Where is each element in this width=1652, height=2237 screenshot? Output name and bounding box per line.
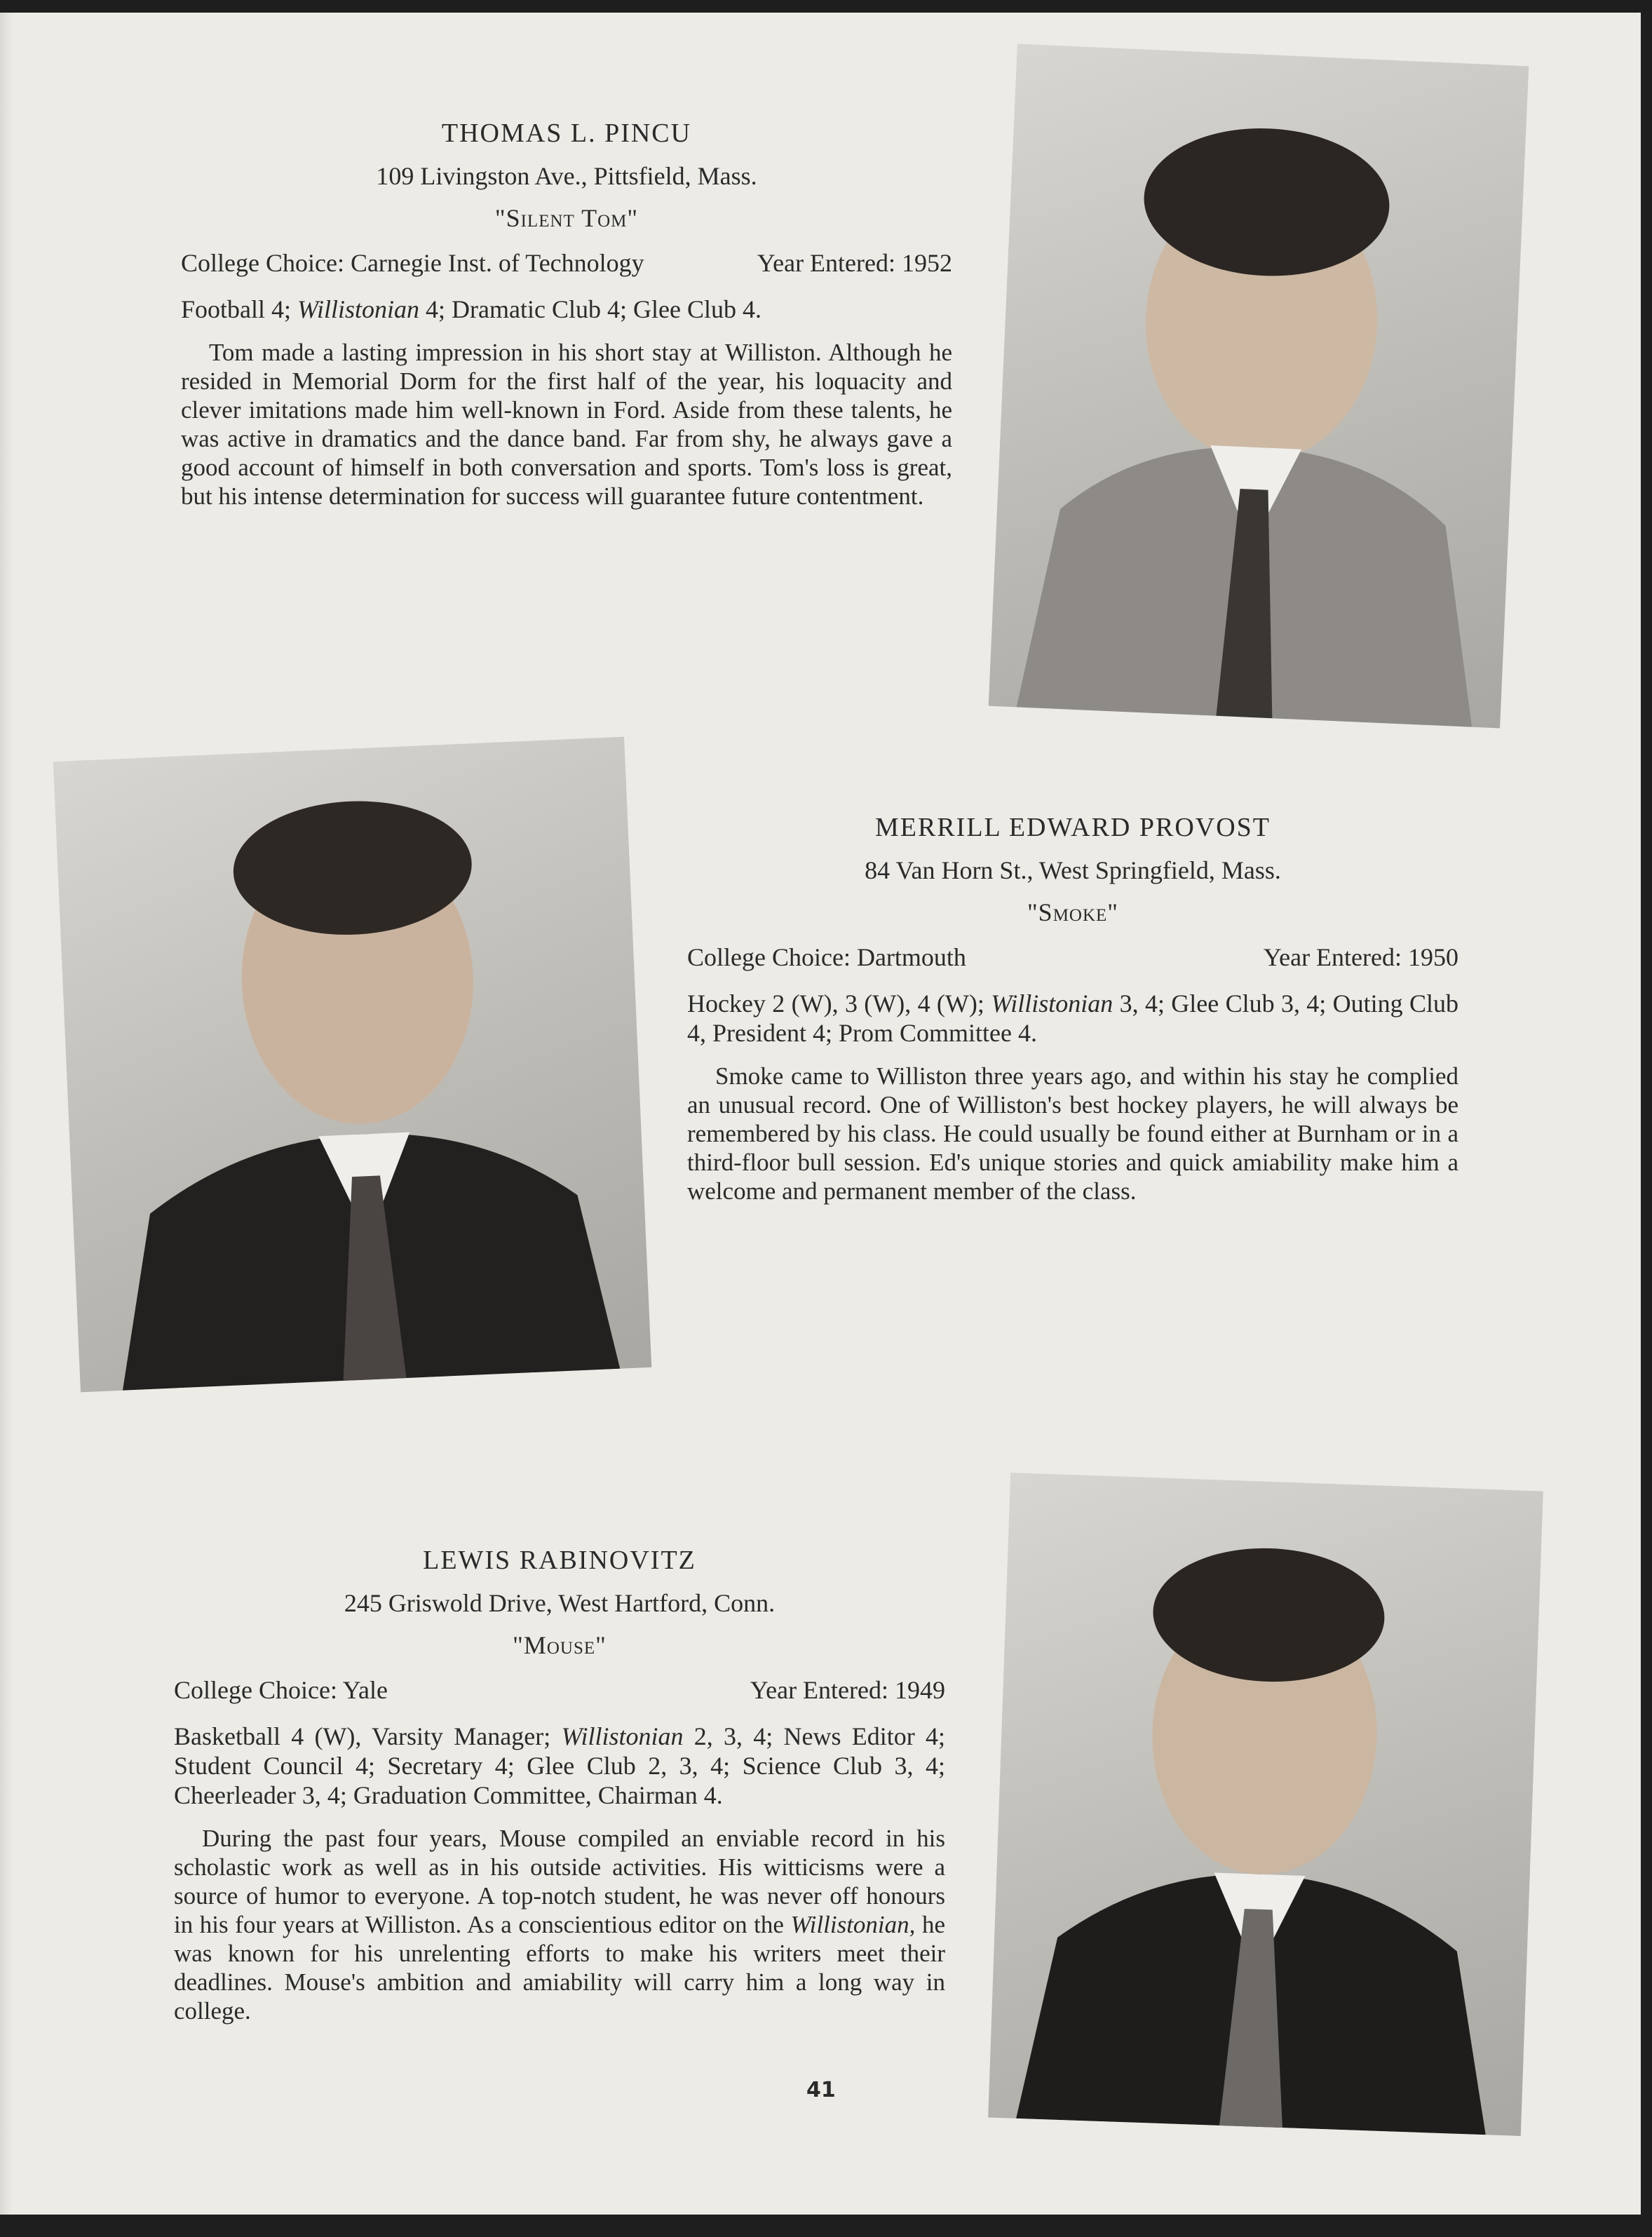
senior-name: MERRILL EDWARD PROVOST [874, 813, 1271, 842]
senior-address: 245 Griswold Drive, West Hartford, Conn. [344, 1589, 776, 1617]
bio-publication: Willistonian, [790, 1911, 916, 1938]
senior-bio: Tom made a lasting impression in his short stay at Williston. Although he resided in Memorial Dorm for the first half of the year, his loquacity and clever imitations made him well-known in Ford. Aside from these talents, he was active in dramatics and the dance band. Far from shy, he always gave a good account of himself in both conversation and sports. Tom's loss is great, but his intense determination for success will guarantee future contentment. [181, 339, 952, 510]
activities-publication: Willistonian [561, 1722, 684, 1750]
activities-text: 2, 3, 4; News Editor 4; Student Council 4; Secretary 4; Glee Club 2, 3, 4; Science Club 3, 4; Cheerleader 3, 4; Graduation Committee, Chairman 4. [174, 1722, 945, 1809]
senior-name: THOMAS L. PINCU [441, 119, 692, 148]
activities [181, 295, 952, 324]
senior-nickname: "Silent Tom" [494, 204, 639, 232]
senior-portrait-photo [989, 44, 1529, 729]
senior-address: 84 Van Horn St., West Springfield, Mass. [865, 856, 1281, 884]
senior-nickname: "Mouse" [513, 1631, 607, 1659]
activities [174, 1722, 945, 1810]
year-entered: Year Entered: 1952 [757, 249, 952, 277]
activities-text: 3, 4; Glee Club 3, 4; Outing Club 4, President 4; Prom Committee 4. [687, 989, 1458, 1047]
senior-name: LEWIS RABINOVITZ [423, 1546, 696, 1575]
college-choice: College Choice: Carnegie Inst. of Technology [181, 249, 644, 277]
activities-publication: Willistonian [991, 989, 1113, 1018]
college-choice: College Choice: Yale [174, 1676, 388, 1704]
activities-text: 4; Dramatic Club 4; Glee Club 4. [419, 295, 761, 323]
activities-text: Football 4; [181, 295, 298, 323]
senior-entry-rabinovitz [174, 1545, 945, 2025]
senior-bio [174, 1824, 945, 2025]
senior-portrait-photo [53, 737, 651, 1393]
activities-text: Basketball 4 (W), Varsity Manager; [174, 1722, 562, 1750]
senior-nickname: "Smoke" [1027, 898, 1119, 926]
senior-entry-pincu [181, 118, 952, 511]
page-number: 41 [806, 2078, 836, 2102]
senior-address: 109 Livingston Ave., Pittsfield, Mass. [376, 162, 757, 190]
senior-bio: Smoke came to Williston three years ago, and within his stay he complied an unusual record. One of Williston's best hockey players, he will always be remembered by his class. He could usually be found either at Burnham or in a third-floor bull session. Ed's unique stories and quick amiability make him a welcome and permanent member of the class. [687, 1062, 1458, 1205]
activities [687, 989, 1458, 1048]
bio-text: During the past four years, Mouse compiled an enviable record in his scholastic work as well as in his outside activities. His witticisms were a source of humor to everyone. A top-notch student, he was never off honours in his four years at Williston. As a conscientious editor on the [174, 1825, 945, 1938]
senior-entry-provost [687, 812, 1458, 1205]
yearbook-page [0, 13, 1641, 2215]
bio-text: he was known for his unrelenting efforts to make his writers meet their deadlines. Mouse's ambition and amiability will carry him a long way in college. [174, 1911, 945, 2025]
year-entered: Year Entered: 1949 [750, 1676, 945, 1704]
activities-publication: Willistonian [297, 295, 420, 323]
activities-text: Hockey 2 (W), 3 (W), 4 (W); [687, 989, 991, 1018]
binding-edge [0, 13, 13, 2215]
college-year-row [181, 248, 952, 278]
college-year-row [687, 942, 1458, 972]
college-year-row [174, 1675, 945, 1705]
college-choice: College Choice: Dartmouth [687, 943, 966, 971]
senior-portrait-photo [988, 1473, 1543, 2136]
year-entered: Year Entered: 1950 [1263, 943, 1458, 971]
